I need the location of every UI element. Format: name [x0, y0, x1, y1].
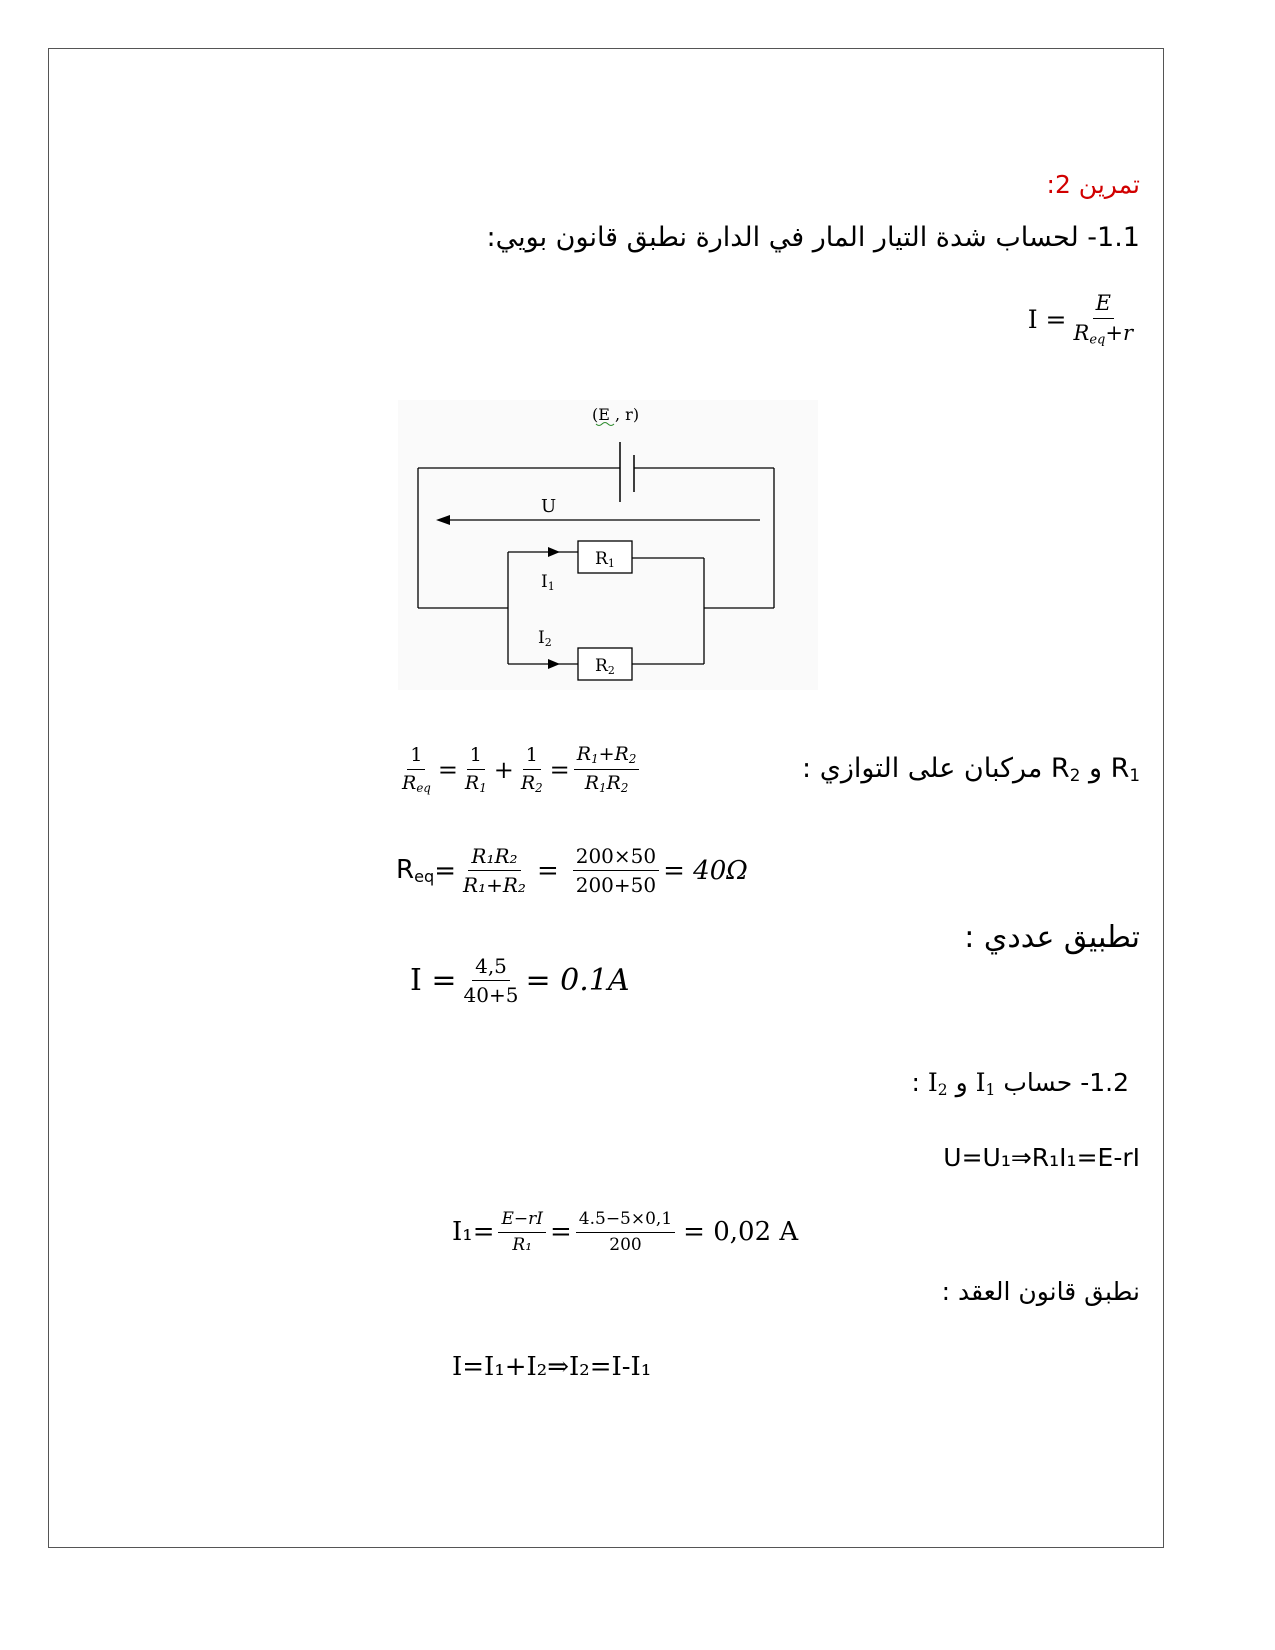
parallel-line — [395, 732, 1140, 807]
q1-2-heading: 1.2- حساب $I_1$ و $I_2$ : — [911, 1068, 1129, 1099]
r1-label: R1 — [595, 549, 615, 570]
pouillet-fraction — [1071, 292, 1137, 348]
i1-fraction-symbolic: $\frac{E-rI}{\text{R₁}}$ — [498, 1210, 546, 1254]
source-label: (E , r) — [592, 405, 640, 424]
numeric-app-result: = 0.1A — [525, 963, 630, 998]
frac-sum-over-product: $\frac{R_1+R_2}{R_1R_2}$ — [574, 744, 640, 795]
i2-label: I2 — [538, 628, 552, 649]
numeric-app-fraction: $\frac{4,5}{40+5}$ — [463, 954, 519, 1007]
frac-1-over-req: $\frac{1}{R_{eq}}$ — [402, 743, 431, 795]
req-fraction-symbolic: $\frac{\text{R₁R₂}}{\text{R₁+R₂}}$ — [463, 844, 526, 897]
node-law-label: نطبق قانون العقد : — [941, 1277, 1140, 1306]
i1-calculation: I₁= $\frac{E-rI}{\text{R₁}}$ = $\frac{4.5-5\times 0,1}{200}$ = 0,02 A — [452, 1209, 799, 1255]
u-equation: U=U₁⇒R₁I₁=E-rI — [943, 1143, 1140, 1172]
req-result: = 40Ω — [663, 855, 748, 886]
pouillet-num: E — [1093, 292, 1114, 319]
numeric-app-formula: I = $\frac{4,5}{40+5}$ = 0.1A — [410, 954, 630, 1007]
circuit-diagram — [398, 400, 818, 690]
pouillet-lhs: I = — [1027, 305, 1067, 335]
i1-label: I1 — [541, 572, 555, 593]
pouillet-formula — [1028, 292, 1140, 348]
parallel-formula: $\frac{1}{R_{eq}}$ = $\frac{1}{R_1}$ + $\frac{1}{R_2}$ = $\frac{R_1+R_2}{R_1R_2}$ — [395, 744, 643, 795]
req-fraction-numeric: $\frac{200\times 50}{200+50}$ — [573, 845, 659, 896]
r2-label: R2 — [595, 656, 615, 677]
frac-1-over-r1: $\frac{1}{R_1}$ — [464, 743, 487, 795]
final-equation: I=I₁+I₂⇒I₂=I-I₁ — [452, 1352, 652, 1382]
exercise-title: تمرين 2: — [1046, 170, 1140, 199]
i1-result: = 0,02 A — [683, 1217, 799, 1248]
i1-fraction-numeric: $\frac{4.5-5\times 0,1}{200}$ — [576, 1210, 675, 1254]
q1-1-heading: 1.1- لحساب شدة التيار المار في الدارة نطبق قانون بويي: — [486, 222, 1140, 253]
req-lhs: $R_{eq}$ — [396, 854, 435, 886]
parallel-text: $R_1$ و $R_2$ مركبان على التوازي : — [802, 753, 1140, 786]
pouillet-den: $R_{eq}+r$ — [1073, 321, 1133, 348]
req-calculation: $R_{eq}$ = $\frac{\text{R₁R₂}}{\text{R₁+R₂}}$ = $\frac{200\times 50}{200+50}$ = 40Ω — [396, 844, 748, 897]
frac-1-over-r2: $\frac{1}{R_2}$ — [520, 743, 543, 795]
numeric-app-label: تطبيق عددي : — [964, 920, 1140, 955]
u-label: U — [541, 496, 557, 517]
